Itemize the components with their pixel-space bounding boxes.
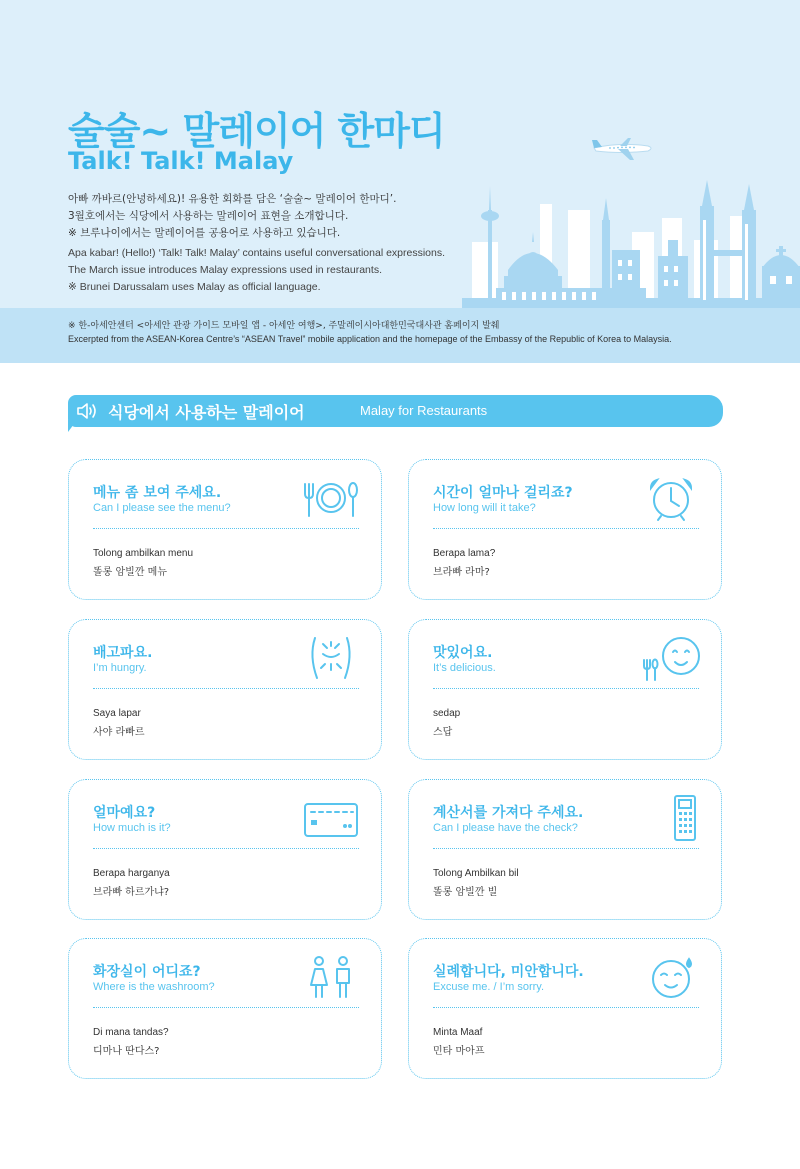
phrase-card [68, 779, 382, 920]
phrase-card [408, 779, 722, 920]
phrase-malay: Tolong Ambilkan bil [433, 868, 519, 879]
phrase-malay: Saya lapar [93, 708, 141, 719]
page-title: 술술~ 말레이어 한마디 [68, 109, 445, 153]
phrase-malay: Berapa lama? [433, 548, 496, 559]
phrase-en: Can I please have the check? [433, 822, 578, 834]
phrase-en: Where is the washroom? [93, 981, 215, 993]
sweating-face-icon [641, 953, 701, 1001]
alarm-clock-icon [641, 474, 701, 522]
phrase-card [408, 619, 722, 760]
phrase-malay: Minta Maaf [433, 1027, 483, 1038]
phrase-pronunciation: 디마나 딴다스? [93, 1046, 160, 1057]
phrase-card [68, 619, 382, 760]
phrase-ko: 계산서를 가져다 주세요. [433, 805, 584, 821]
section-title-ko: 식당에서 사용하는 말레이어 [108, 403, 305, 422]
divider [93, 528, 359, 529]
phrase-ko: 시간이 얼마나 걸리죠? [433, 485, 573, 501]
divider [93, 688, 359, 689]
phrase-en: It’s delicious. [433, 662, 496, 674]
phrase-en: Excuse me. / I’m sorry. [433, 981, 545, 993]
phrase-en: How long will it take? [433, 502, 536, 514]
phrase-card [408, 938, 722, 1079]
intro-ko-line-1: 아빠 까바르(안녕하세요)! 유용한 회화를 담은 ‘술술~ 말레이어 한마디’. [68, 193, 397, 205]
phrase-pronunciation: 사야 라빠르 [93, 727, 145, 738]
restroom-icon [301, 953, 361, 1001]
intro-en-line-2: The March issue introduces Malay expressions used in restaurants. [68, 264, 382, 276]
divider [433, 1007, 699, 1008]
phrase-card [408, 459, 722, 600]
phrase-en: Can I please see the menu? [93, 502, 231, 514]
phrase-ko: 메뉴 좀 보여 주세요. [93, 485, 222, 501]
hungry-stomach-icon [301, 634, 361, 682]
happy-face-cutlery-icon [641, 634, 701, 682]
phrase-pronunciation: 똘롱 암빌깐 메뉴 [93, 567, 167, 578]
page-subtitle: Talk! Talk! Malay [68, 147, 294, 175]
phrase-ko: 얼마예요? [93, 805, 156, 821]
phrase-malay: sedap [433, 708, 461, 719]
phrase-pronunciation: 똘롱 암빌깐 빌 [433, 887, 498, 898]
divider [93, 848, 359, 849]
divider [93, 1007, 359, 1008]
divider [433, 528, 699, 529]
credit-card-icon [301, 794, 361, 842]
source-ko: ※ 한-아세안센터 <아세안 관광 가이드 모바일 앱 - 아세안 여행>, 주말레이시아대한민국대사관 홈페이지 발췌 [68, 321, 500, 331]
calculator-icon [641, 794, 701, 842]
speaker-icon [76, 401, 98, 421]
intro-ko-line-3: ※ 브루나이에서는 말레이어를 공용어로 사용하고 있습니다. [68, 227, 341, 239]
section-header [68, 395, 723, 427]
plate-cutlery-icon [301, 474, 361, 522]
city-skyline-illustration [462, 180, 800, 308]
source-en: Excerpted from the ASEAN-Korea Centre’s “ASEAN Travel” mobile application and the homepage of the Embassy of the Republic of Korea to Malaysia. [68, 334, 672, 344]
section-title-en: Malay for Restaurants [360, 403, 488, 418]
phrase-ko: 맛있어요. [433, 645, 493, 661]
divider [433, 688, 699, 689]
phrase-card [68, 459, 382, 600]
phrase-ko: 화장실이 어디죠? [93, 964, 201, 980]
phrase-pronunciation: 민타 마아프 [433, 1046, 485, 1057]
divider [433, 848, 699, 849]
phrase-pronunciation: 브라빠 하르가냐? [93, 887, 170, 898]
intro-ko-line-2: 3월호에서는 식당에서 사용하는 말레이어 표현을 소개합니다. [68, 210, 349, 222]
phrase-malay: Di mana tandas? [93, 1027, 169, 1038]
airplane-icon [590, 134, 656, 164]
phrase-ko: 배고파요. [93, 645, 153, 661]
phrase-pronunciation: 스답 [433, 727, 453, 738]
phrase-malay: Berapa harganya [93, 868, 170, 879]
phrase-en: How much is it? [93, 822, 171, 834]
phrase-malay: Tolong ambilkan menu [93, 548, 194, 559]
phrase-en: I’m hungry. [93, 662, 147, 674]
intro-en-line-3: ※ Brunei Darussalam uses Malay as official language. [68, 281, 321, 293]
phrase-pronunciation: 브라빠 라마? [433, 567, 490, 578]
phrase-card [68, 938, 382, 1079]
intro-en-line-1: Apa kabar! (Hello!) ‘Talk! Talk! Malay’ contains useful conversational expressions. [68, 247, 446, 259]
phrase-ko: 실례합니다, 미안합니다. [433, 964, 584, 980]
